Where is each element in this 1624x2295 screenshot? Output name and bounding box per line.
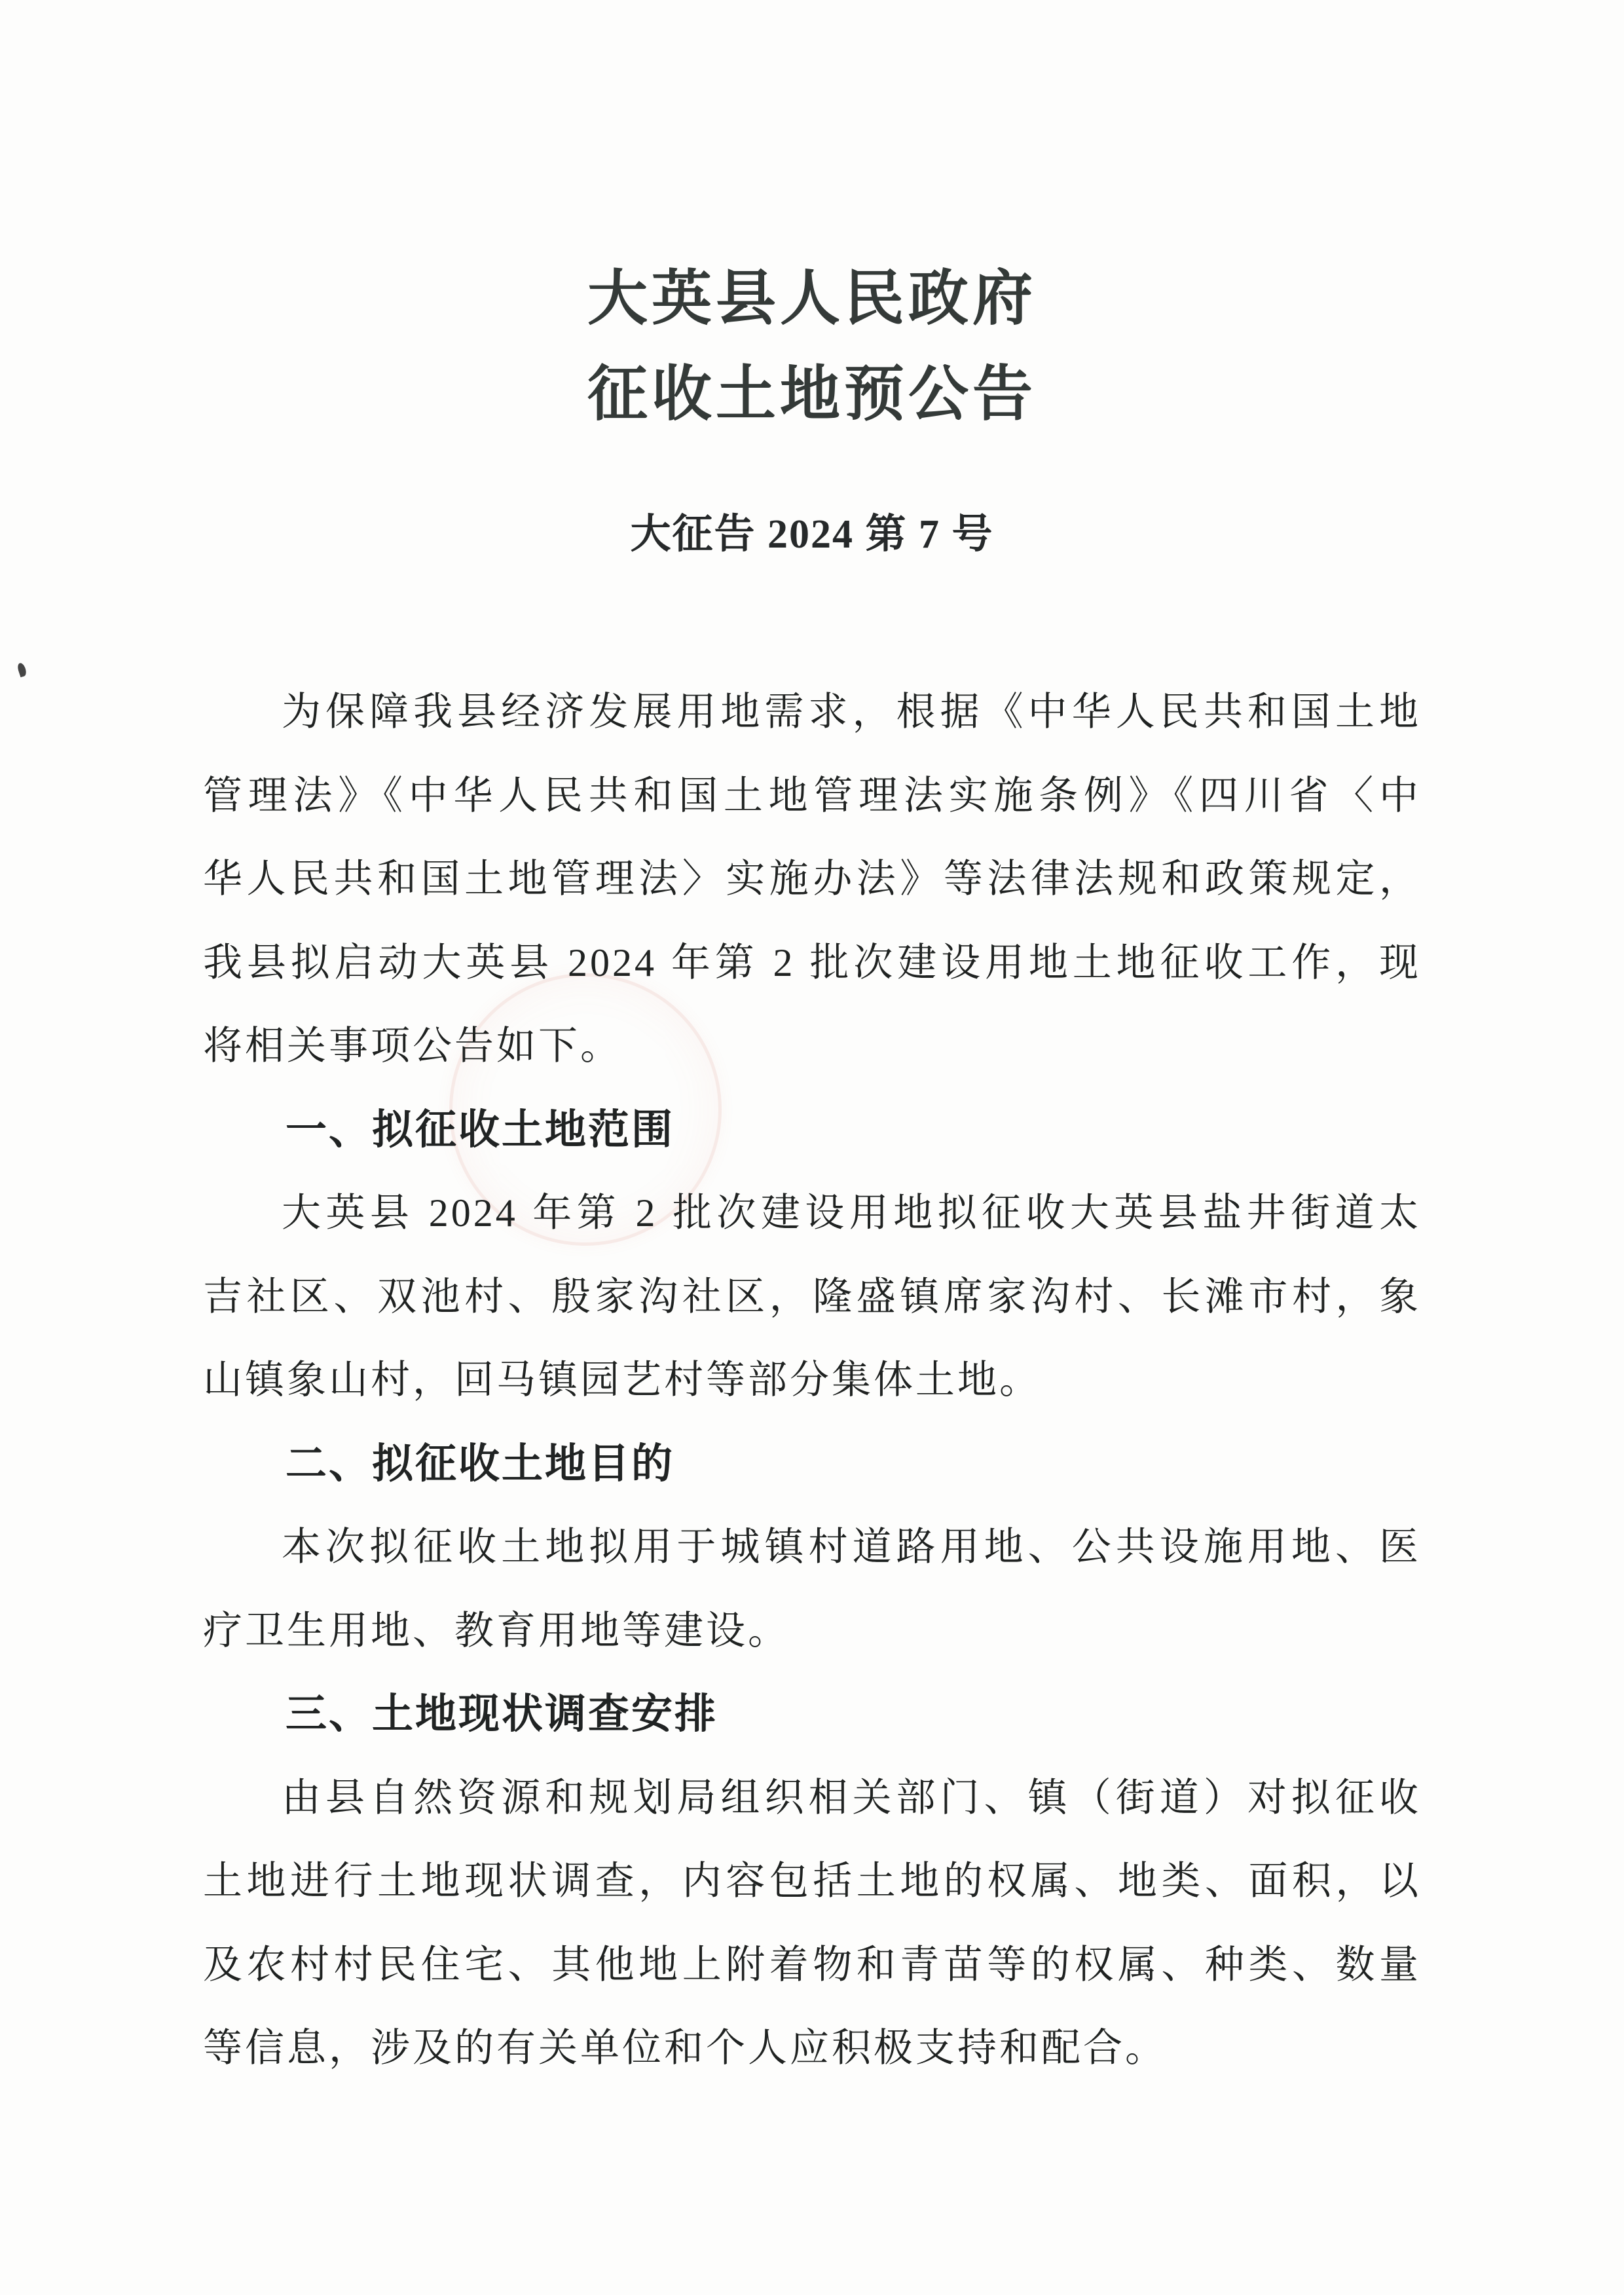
section-heading: 二、拟征收土地目的 (286, 1440, 674, 1487)
body-line: 将相关事项公告如下。 (203, 1024, 622, 1068)
body-line: 土地进行土地现状调查，内容包括土地的权属、地类、面积，以 (203, 1859, 1421, 1903)
body-line: 及农村村民住宅、其他地上附着物和青苗等的权属、种类、数量 (203, 1943, 1421, 1987)
body-line: 吉社区、双池村、殷家沟社区，隆盛镇席家沟村、长滩市村，象 (203, 1275, 1421, 1318)
section-heading: 一、拟征收土地范围 (286, 1106, 674, 1153)
stray-ink-mark (16, 662, 28, 677)
body-line: 由县自然资源和规划局组织相关部门、镇（街道）对拟征收 (282, 1776, 1421, 1819)
body-line: 华人民共和国土地管理法〉实施办法》等法律法规和政策规定， (203, 857, 1421, 901)
title-line-2: 征收土地预公告 (587, 361, 1037, 428)
body-line: 管理法》《中华人民共和国土地管理法实施条例》《四川省〈中 (203, 774, 1421, 817)
document-title (0, 251, 1624, 442)
section-heading: 三、土地现状调查安排 (286, 1691, 718, 1737)
body-line: 我县拟启动大英县 2024 年第 2 批次建设用地土地征收工作，现 (203, 941, 1421, 984)
title-line-1: 大英县人民政府 (587, 265, 1037, 332)
body-line: 山镇象山村，回马镇园艺村等部分集体土地。 (203, 1358, 1041, 1402)
body-line: 本次拟征收土地拟用于城镇村道路用地、公共设施用地、医 (282, 1525, 1421, 1569)
body-line: 大英县 2024 年第 2 批次建设用地拟征收大英县盐井街道太 (282, 1191, 1421, 1235)
document-number: 大征告 2024 第 7 号 (630, 512, 994, 557)
document-body (203, 671, 1421, 2091)
body-line: 等信息，涉及的有关单位和个人应积极支持和配合。 (203, 2026, 1167, 2070)
body-line: 疗卫生用地、教育用地等建设。 (203, 1609, 790, 1652)
body-line: 为保障我县经济发展用地需求，根据《中华人民共和国土地 (282, 690, 1421, 734)
